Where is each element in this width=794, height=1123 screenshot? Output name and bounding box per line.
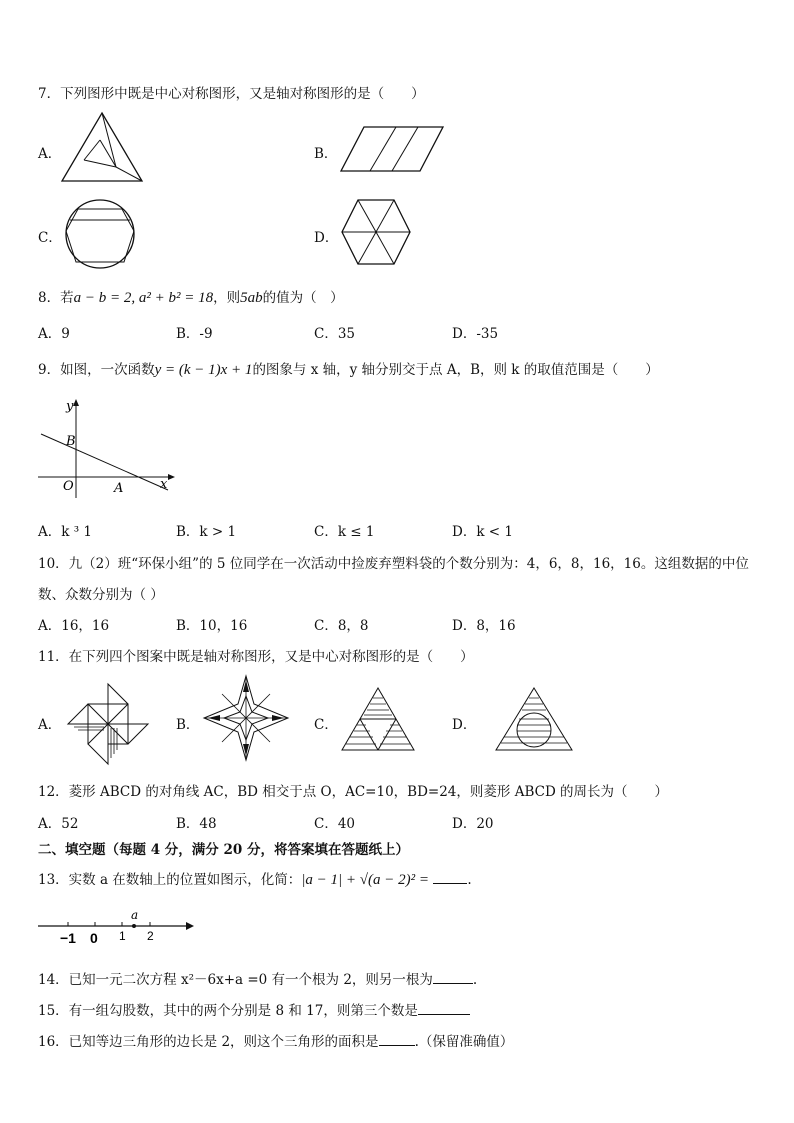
q11-option-b-label: B． xyxy=(176,717,200,733)
q11-figure-b-star xyxy=(202,674,290,762)
q14-stem: 14．已知一元二次方程 x²－6x+a =0 有一个根为 2，则另一根为 . xyxy=(38,972,478,988)
q13-tick-1: 1 xyxy=(119,929,126,943)
q10-option-b: B．10，16 xyxy=(176,618,248,634)
q10-stem-line1: 10．九（2）班“环保小组”的 5 位同学在一次活动中捡废弃塑料袋的个数分别为：4，6，8，16，16。这组数据的中位 xyxy=(38,556,749,572)
q7-option-a-label: A． xyxy=(38,146,62,162)
section-heading: 二、填空题（每题 4 分，满分 20 分，将答案填在答题纸上） xyxy=(38,842,409,858)
q14-answer-blank[interactable] xyxy=(433,971,473,984)
q10-option-d: D．8，16 xyxy=(452,618,516,634)
q13-stem: 13．实数 a 在数轴上的位置如图示，化简：|a − 1| + √(a − 2)² = . xyxy=(38,872,472,888)
q13-point-a: a xyxy=(131,908,139,922)
q15-answer-blank[interactable] xyxy=(418,1002,470,1015)
q11-option-a-label: A． xyxy=(38,717,62,733)
q13-number-line xyxy=(38,910,198,946)
q9-stem: 9．如图，一次函数y = (k − 1)x + 1的图象与 x 轴，y 轴分别交于点 A，B，则 k 的取值范围是（ ） xyxy=(38,362,659,378)
q12-stem: 12．菱形 ABCD 的对角线 AC，BD 相交于点 O，AC=10，BD=24，则菱形 ABCD 的周长为（ ） xyxy=(38,784,669,800)
q8-option-c: C．35 xyxy=(314,326,356,342)
q8-option-b: B．-9 xyxy=(176,326,213,342)
q13-answer-blank[interactable] xyxy=(433,871,467,884)
q9-graph-x-label: x xyxy=(160,477,168,492)
q9-graph-origin: O xyxy=(63,479,74,494)
q11-figure-a-pinwheel xyxy=(66,682,150,766)
q7-figure-d-hexagon xyxy=(340,198,412,266)
q12-option-b: B．48 xyxy=(176,816,217,832)
q8-option-d: D．-35 xyxy=(452,326,499,342)
q10-option-c: C．8，8 xyxy=(314,618,369,634)
q9-option-a: A．k ³ 1 xyxy=(38,524,93,540)
q11-figure-d-triangle-circle xyxy=(494,686,574,752)
q9-option-b: B．k > 1 xyxy=(176,524,237,540)
q10-option-a: A．16，16 xyxy=(38,618,110,634)
q9-graph-point-b: B xyxy=(66,434,76,449)
q15-stem: 15．有一组勾股数，其中的两个分别是 8 和 17，则第三个数是 xyxy=(38,999,470,1019)
q12-option-d: D．20 xyxy=(452,816,494,832)
q7-option-d-label: D． xyxy=(314,230,339,246)
q16-answer-blank[interactable] xyxy=(379,1033,415,1046)
q7-figure-b-parallelogram xyxy=(340,125,445,173)
q13-tick-minus1: −1 xyxy=(60,930,76,946)
q16-stem: 16．已知等边三角形的边长是 2，则这个三角形的面积是 .（保留准确值） xyxy=(38,1034,514,1050)
q9-option-d: D．k < 1 xyxy=(452,524,513,540)
q10-stem-line2: 数、众数分别为（ ） xyxy=(38,587,164,603)
q13-tick-2: 2 xyxy=(147,929,154,943)
q7-option-c-label: C． xyxy=(38,230,62,246)
q7-option-b-label: B． xyxy=(314,146,338,162)
q12-option-c: C．40 xyxy=(314,816,356,832)
q11-stem: 11．在下列四个图案中既是轴对称图形，又是中心对称图形的是（ ） xyxy=(38,649,474,665)
q11-figure-c-triangle xyxy=(340,686,416,752)
q9-graph-y-label: y xyxy=(66,399,74,414)
q9-graph-point-a: A xyxy=(114,481,124,496)
q11-option-d-label: D． xyxy=(452,717,477,733)
q13-tick-0: 0 xyxy=(90,930,98,946)
q7-stem: 7．下列图形中既是中心对称图形，又是轴对称图形的是（ ） xyxy=(38,86,425,102)
q11-option-c-label: C． xyxy=(314,717,338,733)
q9-option-c: C．k ≤ 1 xyxy=(314,524,375,540)
q8-option-a: A．9 xyxy=(38,326,70,342)
q7-figure-c-circle-trapezoid xyxy=(64,198,136,270)
q9-graph xyxy=(38,398,178,498)
q7-figure-a-triangle xyxy=(60,110,144,184)
q12-option-a: A．52 xyxy=(38,816,79,832)
q8-stem: 8．若a − b = 2, a² + b² = 18，则5ab的值为（ ） xyxy=(38,290,344,306)
